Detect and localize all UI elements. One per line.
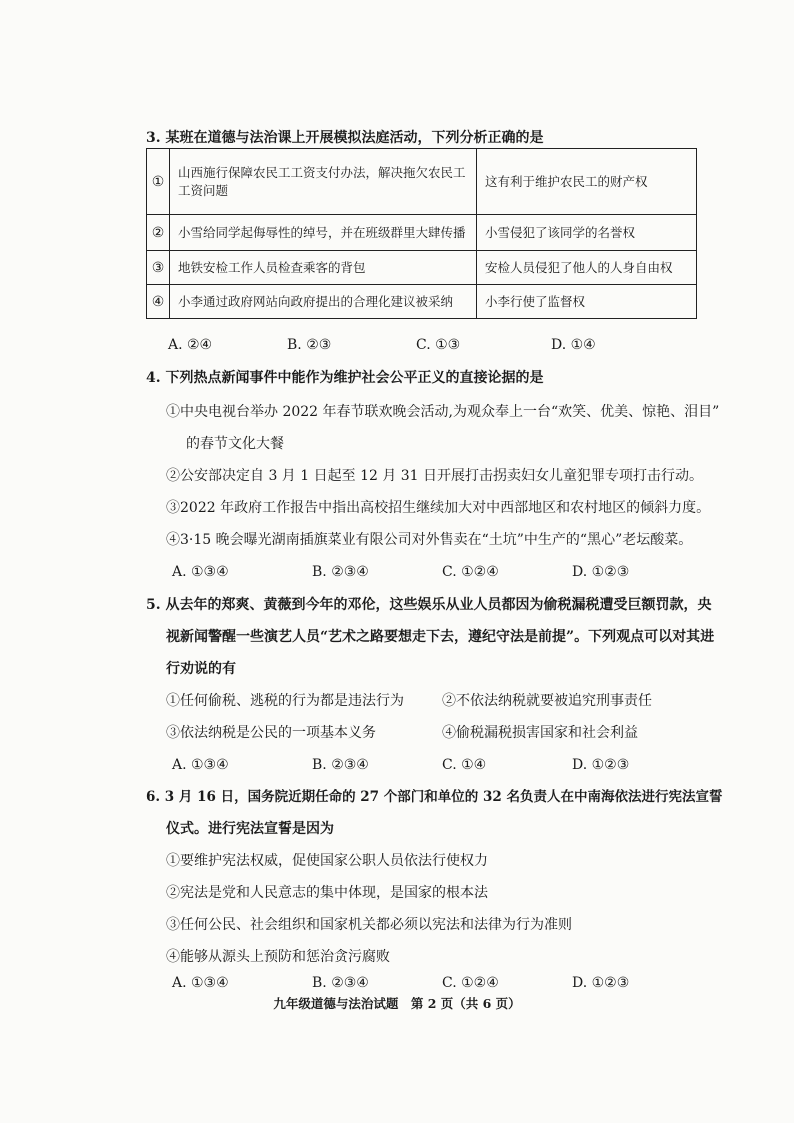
row-event: 地铁安检工作人员检查乘客的背包: [170, 251, 477, 285]
q4-item-2: ②公安部决定自 3 月 1 日起至 12 月 31 日开展打击拐卖妇女儿童犯罪专项打击行动。: [166, 468, 704, 484]
row-number: ①: [147, 149, 170, 215]
option-d[interactable]: D. ①②③: [572, 564, 630, 580]
option-d[interactable]: D. ①②③: [572, 975, 630, 991]
q4-item-3: ③2022 年政府工作报告中指出高校招生继续加大对中西部地区和农村地区的倾斜力度。: [166, 500, 711, 516]
row-analysis: 小李行使了监督权: [477, 285, 697, 319]
table-row: [147, 285, 697, 319]
table-row: [147, 149, 697, 215]
q6-item-1: ①要维护宪法权威，促使国家公职人员依法行使权力: [166, 853, 488, 869]
table-row: [147, 215, 697, 251]
q3-table: [146, 148, 697, 319]
row-number: ④: [147, 285, 170, 319]
q5-stem-line-1: 5. 从去年的郑爽、黄薇到今年的邓伦，这些娱乐从业人员都因为偷税漏税遭受巨额罚款，央: [146, 597, 712, 613]
q5-item-3: ③依法纳税是公民的一项基本义务: [166, 725, 376, 741]
row-analysis: 小雪侵犯了该同学的名誉权: [477, 215, 697, 251]
option-b[interactable]: B. ②③④: [312, 975, 369, 991]
row-number: ③: [147, 251, 170, 285]
row-event: 小雪给同学起侮辱性的绰号，并在班级群里大肆传播: [170, 215, 477, 251]
row-event: 山西施行保障农民工工资支付办法，解决拖欠农民工工资问题: [170, 149, 477, 215]
q4-stem: 4. 下列热点新闻事件中能作为维护社会公平正义的直接论据的是: [146, 370, 544, 386]
q5-stem-line-2: 视新闻警醒一些演艺人员“艺术之路要想走下去，遵纪守法是前提”。下列观点可以对其进: [166, 629, 715, 645]
q6-item-4: ④能够从源头上预防和惩治贪污腐败: [166, 949, 390, 965]
option-b[interactable]: B. ②③: [287, 337, 332, 353]
option-a[interactable]: A. ①③④: [172, 975, 229, 991]
option-a[interactable]: A. ①③④: [172, 757, 229, 773]
option-a[interactable]: A. ②④: [168, 337, 213, 353]
row-number: ②: [147, 215, 170, 251]
option-d[interactable]: D. ①②③: [572, 757, 630, 773]
option-c[interactable]: C. ①④: [442, 757, 487, 773]
q4-item-1: ①中央电视台举办 2022 年春节联欢晚会活动,为观众奉上一台“欢笑、优美、惊艳、泪目”: [166, 404, 720, 420]
q6-stem-line-1: 6. 3 月 16 日，国务院近期任命的 27 个部门和单位的 32 名负责人在中南海依法进行宪法宣誓: [146, 789, 723, 805]
option-b[interactable]: B. ②③④: [312, 564, 369, 580]
row-event: 小李通过政府网站向政府提出的合理化建议被采纳: [170, 285, 477, 319]
q3-stem: 3. 某班在道德与法治课上开展模拟法庭活动，下列分析正确的是: [146, 130, 544, 146]
option-d[interactable]: D. ①④: [551, 337, 596, 353]
row-analysis: 这有利于维护农民工的财产权: [477, 149, 697, 215]
q5-item-2: ②不依法纳税就要被追究刑事责任: [442, 693, 652, 709]
q6-item-2: ②宪法是党和人民意志的集中体现，是国家的根本法: [166, 885, 488, 901]
q5-stem-line-3: 行劝说的有: [166, 661, 236, 677]
option-a[interactable]: A. ①③④: [172, 564, 229, 580]
table-row: [147, 251, 697, 285]
q5-item-4: ④偷税漏税损害国家和社会利益: [442, 725, 638, 741]
page-footer: 九年级道德与法治试题 第 2 页（共 6 页）: [273, 996, 521, 1011]
option-b[interactable]: B. ②③④: [312, 757, 369, 773]
option-c[interactable]: C. ①②④: [442, 564, 499, 580]
option-c[interactable]: C. ①②④: [442, 975, 499, 991]
q4-item-4: ④3·15 晚会曝光湖南插旗菜业有限公司对外售卖在“土坑”中生产的“黑心”老坛酸菜。: [166, 532, 693, 548]
q6-item-3: ③任何公民、社会组织和国家机关都必须以宪法和法律为行为准则: [166, 917, 572, 933]
q6-stem-line-2: 仪式。进行宪法宣誓是因为: [166, 821, 334, 837]
row-analysis: 安检人员侵犯了他人的人身自由权: [477, 251, 697, 285]
q4-item-1-cont: 的春节文化大餐: [186, 436, 284, 452]
q5-item-1: ①任何偷税、逃税的行为都是违法行为: [166, 693, 404, 709]
option-c[interactable]: C. ①③: [416, 337, 461, 353]
